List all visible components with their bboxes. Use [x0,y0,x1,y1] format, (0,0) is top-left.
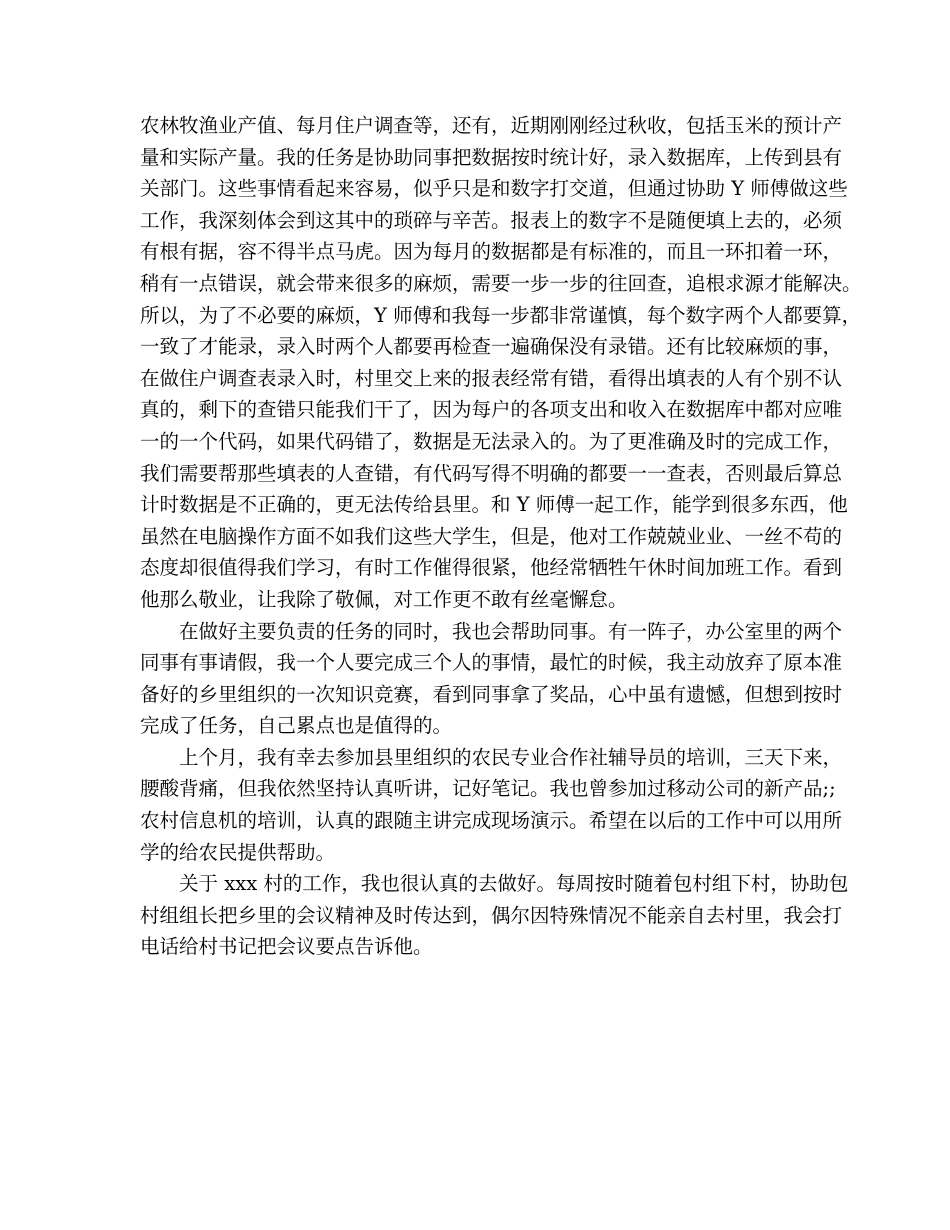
text-line: 态度却很值得我们学习，有时工作催得很紧，他经常牺牲午休时间加班工作。看到 [140,556,843,580]
text-line: 备好的乡里组织的一次知识竞赛，看到同事拿了奖品，心中虽有遗憾，但想到按时 [140,682,843,706]
paragraph-4 [140,868,849,963]
text-line: 腰酸背痛，但我依然坚持认真听讲，记好笔记。我也曾参加过移动公司的新产品;; [140,777,836,801]
text-line: 在做住户调查表录入时，村里交上来的报表经常有错，看得出填表的人有个别不认 [140,366,843,390]
text-line: 同事有事请假，我一个人要完成三个人的事情，最忙的时候，我主动放弃了原本准 [140,651,843,675]
text-line: 农林牧渔业产值、每月住户调查等，还有，近期刚刚经过秋收，包括玉米的预计产 [140,114,843,137]
text-line: 上个月，我有幸去参加县里组织的农民专业合作社辅导员的培训，三天下来， [140,745,843,769]
text-line: 学的给农民提供帮助。 [140,840,336,864]
paragraph-2 [140,616,843,742]
text-line: 稍有一点错误，就会带来很多的麻烦，需要一步一步的往回查，追根求源才能解决。 [140,271,862,295]
text-line: 所以，为了不必要的麻烦，Y 师傅和我每一步都非常谨慎，每个数字两个人都要算， [140,303,862,327]
text-line: 工作，我深刻体会到这其中的琐碎与辛苦。报表上的数字不是随便填上去的，必须 [140,208,843,232]
text-line: 电话给村书记把会议要点告诉他。 [140,935,433,959]
text-line: 一致了才能录，录入时两个人都要再检查一遍确保没有录错。还有比较麻烦的事， [140,335,843,359]
text-line: 一的一个代码，如果代码错了，数据是无法录入的。为了更准确及时的完成工作， [140,429,843,453]
text-line: 计时数据是不正确的，更无法传给县里。和 Y 师傅一起工作，能学到很多东西，他 [140,493,848,517]
text-line: 量和实际产量。我的任务是协助同事把数据按时统计好，录入数据库，上传到县有 [140,145,843,169]
text-line: 真的，剩下的查错只能我们干了，因为每户的各项支出和收入在数据库中都对应唯 [140,398,843,422]
text-line: 关部门。这些事情看起来容易，似乎只是和数字打交道，但通过协助 Y 师傅做这些 [140,177,848,201]
text-line: 虽然在电脑操作方面不如我们这些大学生，但是，他对工作兢兢业业、一丝不苟的 [140,524,843,548]
document-body [140,110,862,963]
text-line: 有根有据，容不得半点马虎。因为每月的数据都是有标准的，而且一环扣着一环， [140,240,843,264]
text-line: 农村信息机的培训，认真的跟随主讲完成现场演示。希望在以后的工作中可以用所 [140,809,843,833]
text-line: 我们需要帮那些填表的人查错，有代码写得不明确的都要一一查表，否则最后算总 [140,461,843,485]
paragraph-3 [140,742,843,868]
text-line: 完成了任务，自己累点也是值得的。 [140,714,453,738]
paragraph-1 [140,110,862,616]
text-line: 他那么敬业，让我除了敬佩，对工作更不敢有丝毫懈怠。 [140,587,628,611]
text-line: 村组组长把乡里的会议精神及时传达到，偶尔因特殊情况不能亲自去村里，我会打 [140,903,843,927]
text-line: 关于 xxx 村的工作，我也很认真的去做好。每周按时随着包村组下村，协助包 [140,872,849,896]
text-line: 在做好主要负责的任务的同时，我也会帮助同事。有一阵子，办公室里的两个 [140,619,843,643]
